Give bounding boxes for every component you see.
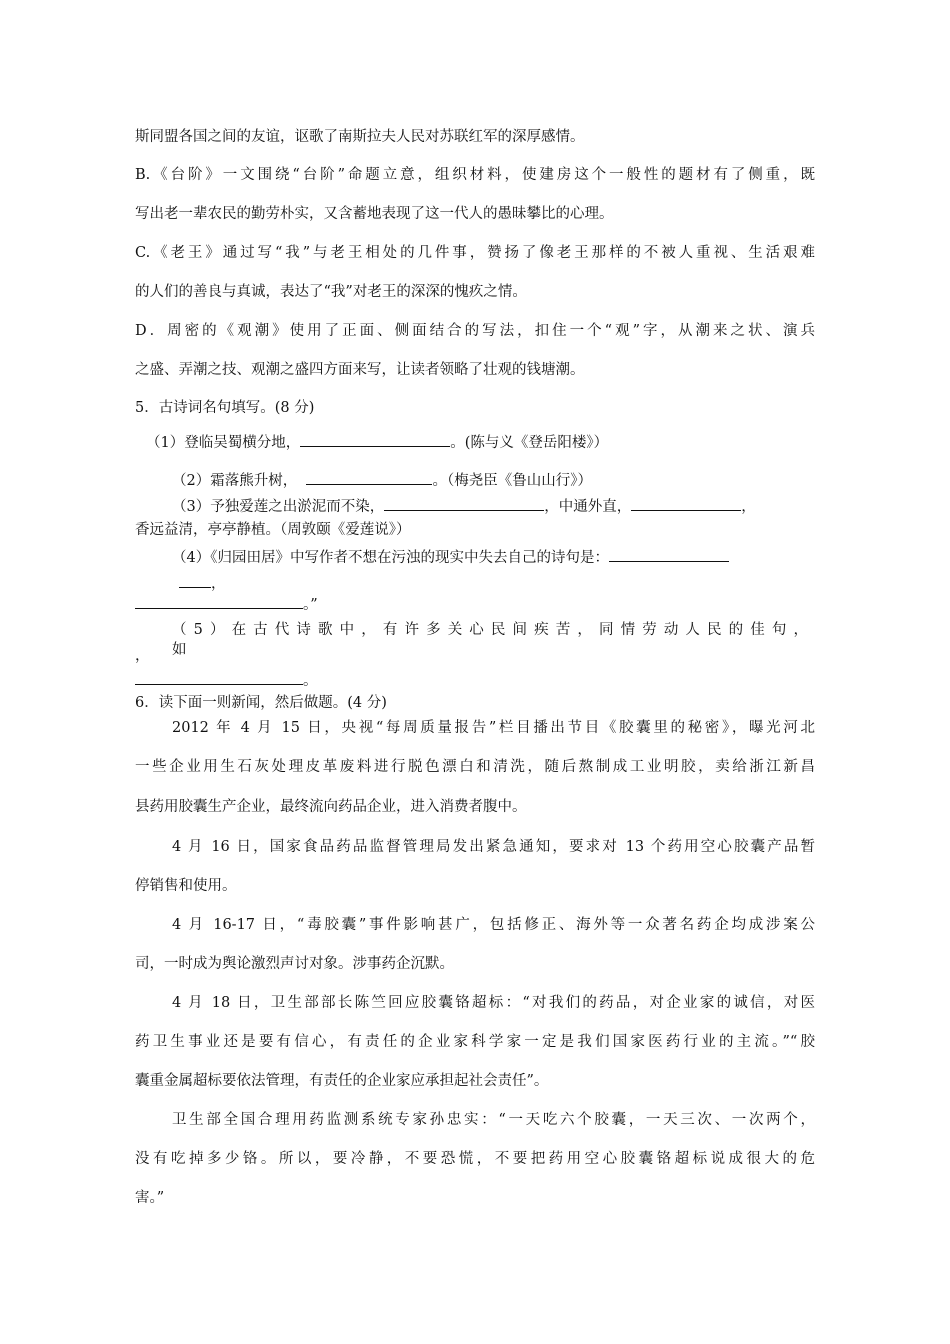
poem-item-2 <box>172 470 852 491</box>
poem-4-blank-2[interactable] <box>135 594 303 609</box>
poem-item-3 <box>172 496 852 517</box>
poem-2-source: 。（梅尧臣《鲁山山行》） <box>432 473 592 489</box>
news-para-1-line-3: 县药用胶囊生产企业，最终流向药品企业，进入消费者腹中。 <box>135 799 527 815</box>
option-d-line-2: 之盛、弄潮之技、观潮之盛四方面来写，让读者领略了壮观的钱塘潮。 <box>135 362 585 378</box>
poem-item-5-wrap <box>135 670 815 691</box>
option-d-line-1: D．周密的《观潮》使用了正面、侧面结合的写法，扣住一个“观”字，从潮来之状、演兵 <box>135 323 815 339</box>
poem-1-text: （1）登临吴蜀横分地， <box>146 435 301 451</box>
poem-4-text: （4）《归园田居》中写作者不想在污浊的现实中失去自己的诗句是： <box>172 550 609 566</box>
option-c-line-2: 的人们的善良与真诚，表达了“我”对老王的深深的愧疚之情。 <box>135 284 527 300</box>
poem-2-blank[interactable] <box>306 470 432 485</box>
news-para-1-line-2: 一些企业用生石灰处理皮革废料进行脱色漂白和清洗，随后熬制成工业明胶，卖给浙江新昌 <box>135 759 815 775</box>
news-para-3-line-2: 司，一时成为舆论激烈声讨对象。涉事药企沉默。 <box>135 956 454 972</box>
poem-3-continuation: 香远益清，亭亭静植。（周敦颐《爱莲说》） <box>135 522 411 538</box>
poem-3-blank-1[interactable] <box>384 496 544 511</box>
poem-4-end: 。” <box>303 597 318 613</box>
news-para-5-line-3: 害。” <box>135 1190 165 1206</box>
news-para-4-line-3: 囊重金属超标要依法管理，有责任的企业家应承担起社会责任”。 <box>135 1073 549 1089</box>
poem-5-end: 。 <box>303 673 318 689</box>
option-c-line-1: C.《老王》通过写“我”与老王相处的几件事，赞扬了像老王那样的不被人重视、生活艰难 <box>135 245 815 261</box>
poem-item-4-wrap <box>179 573 859 594</box>
option-b-line-1: B.《台阶》一文围绕“台阶”命题立意，组织材料，使建房这个一般性的题材有了侧重，既 <box>135 167 815 183</box>
poem-3-blank-2[interactable] <box>631 496 741 511</box>
poem-3-text: （3）予独爱莲之出淤泥而不染， <box>172 499 385 515</box>
poem-3-middle: ，中通外直， <box>544 499 632 515</box>
poem-4-comma: ， <box>211 576 226 592</box>
news-para-2-line-1: 4 月 16 日，国家食品药品监督管理局发出紧急通知，要求对 13 个药用空心胶囊产品暂 <box>172 839 815 855</box>
poem-3-comma: ， <box>741 499 756 515</box>
news-para-3-line-1: 4 月 16-17 日，“毒胶囊”事件影响甚广，包括修正、海外等一众著名药企均成涉案公 <box>172 917 815 933</box>
poem-item-1 <box>146 432 826 453</box>
question-5-heading: 5．古诗词名句填写。(8 分) <box>135 400 315 416</box>
news-para-1-line-1: 2012 年 4 月 15 日，央视“每周质量报告”栏目播出节目《胶囊里的秘密》，曝光河北 <box>172 720 815 736</box>
news-para-2-line-2: 停销售和使用。 <box>135 878 237 894</box>
poem-item-5: （5）在古代诗歌中，有许多关心民间疾苦，同情劳动人民的佳句，如 <box>172 622 815 658</box>
news-para-4-line-1: 4 月 18 日，卫生部部长陈竺回应胶囊铬超标：“对我们的药品，对企业家的诚信，对医 <box>172 995 815 1011</box>
poem-2-text: （2）霜落熊升树， <box>172 473 298 489</box>
question-6-heading: 6．读下面一则新闻，然后做题。(4 分) <box>135 695 387 711</box>
news-para-5-line-2: 没有吃掉多少铬。所以，要冷静，不要恐慌，不要把药用空心胶囊铬超标说成很大的危 <box>135 1151 815 1167</box>
option-b-line-2: 写出老一辈农民的勤劳朴实，又含蓄地表现了这一代人的愚昧攀比的心理。 <box>135 206 614 222</box>
poem-4-blank-1a[interactable] <box>609 547 729 562</box>
option-a-continuation: 斯同盟各国之间的友谊，讴歌了南斯拉夫人民对苏联红军的深厚感情。 <box>135 129 585 145</box>
news-para-4-line-2: 药卫生事业还是要有信心，有责任的企业家科学家一定是我们国家医药行业的主流。”“胶 <box>135 1034 815 1050</box>
poem-4-blank-1b[interactable] <box>179 573 211 588</box>
poem-5-comma: ， <box>135 648 150 664</box>
poem-1-source: 。(陈与义《登岳阳楼》） <box>450 435 609 451</box>
poem-item-4 <box>172 547 852 568</box>
news-para-5-line-1: 卫生部全国合理用药监测系统专家孙忠实：“一天吃六个胶囊，一天三次、一次两个， <box>172 1112 815 1128</box>
poem-5-blank[interactable] <box>135 670 303 685</box>
poem-item-4-wrap-2 <box>135 594 815 615</box>
poem-1-blank[interactable] <box>300 432 450 447</box>
